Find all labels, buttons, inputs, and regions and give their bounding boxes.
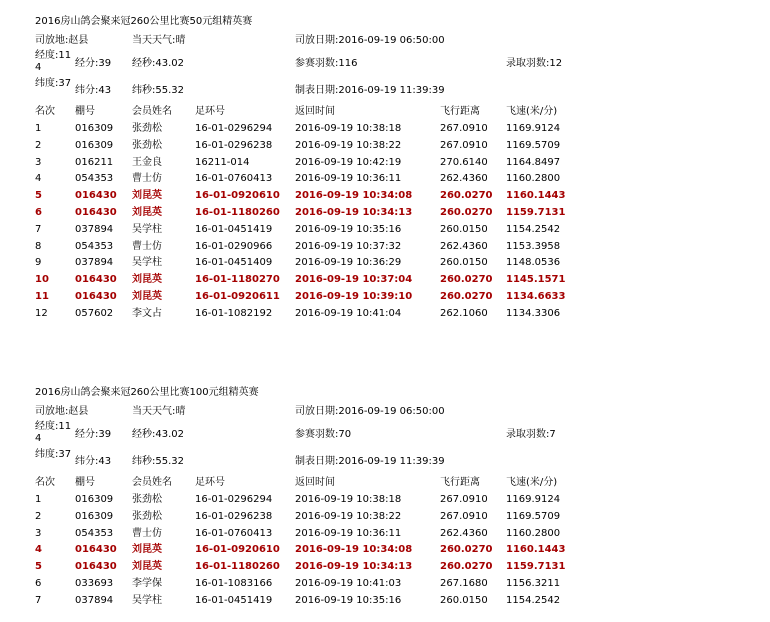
cell-speed: 1160.1443 — [506, 190, 566, 202]
cell-member: 张劲松 — [132, 494, 162, 505]
cell-member: 吴学柱 — [132, 594, 162, 606]
cell-loft: 037894 — [75, 257, 114, 269]
cell-rank: 2 — [35, 510, 42, 522]
cell-return-time: 2016-09-19 10:35:16 — [295, 223, 402, 235]
cell-loft: 016309 — [75, 139, 114, 151]
cell-distance: 260.0270 — [440, 274, 493, 286]
cell-distance: 267.1680 — [440, 578, 488, 589]
cell-ring: 16-01-0920610 — [195, 190, 280, 202]
header-return-time: 返回时间 — [295, 477, 335, 488]
cell-return-time: 2016-09-19 10:34:08 — [295, 190, 413, 202]
cell-return-time: 2016-09-19 10:37:32 — [295, 240, 402, 252]
cell-distance: 267.0910 — [440, 494, 488, 505]
cell-loft: 054353 — [75, 527, 114, 539]
table-row — [0, 188, 770, 204]
cell-return-time: 2016-09-19 10:38:22 — [295, 139, 402, 151]
cell-rank: 4 — [35, 544, 42, 556]
cell-distance: 260.0270 — [440, 561, 493, 573]
cell-rank: 4 — [35, 173, 42, 185]
cell-ring: 16-01-1180260 — [195, 207, 280, 218]
header-distance: 飞行距离 — [440, 106, 480, 117]
cell-speed: 1148.0536 — [506, 257, 561, 269]
cell-ring: 16-01-0290966 — [195, 240, 273, 252]
cell-rank: 8 — [35, 240, 42, 252]
longitude-seconds: 经秒:43.02 — [132, 429, 184, 440]
cell-ring: 16-01-1082192 — [195, 307, 273, 319]
release-date: 司放日期:2016-09-19 06:50:00 — [295, 35, 445, 46]
header-distance: 飞行距离 — [440, 477, 480, 488]
cell-ring: 16-01-0296238 — [195, 139, 273, 151]
table-row — [0, 559, 770, 575]
cell-return-time: 2016-09-19 10:39:10 — [295, 291, 413, 302]
header-speed: 飞速(米/分) — [506, 106, 558, 117]
cell-ring: 16-01-0760413 — [195, 527, 273, 539]
cell-speed: 1145.1571 — [506, 274, 566, 286]
cell-member: 刘昆英 — [132, 291, 162, 302]
header-ring: 足环号 — [195, 477, 225, 488]
cell-rank: 7 — [35, 594, 42, 606]
cell-ring: 16211-014 — [195, 156, 250, 168]
weather: 当天天气:晴 — [132, 406, 186, 417]
cell-speed: 1169.9124 — [506, 494, 561, 505]
cell-loft: 016430 — [75, 274, 117, 286]
release-place: 司放地:赵县 — [35, 406, 89, 417]
cell-ring: 16-01-0451409 — [195, 257, 273, 269]
latitude-degrees: 纬度:37 — [35, 78, 72, 89]
table-row — [0, 492, 770, 508]
table-row — [0, 171, 770, 187]
cell-loft: 016430 — [75, 544, 117, 556]
cell-loft: 054353 — [75, 240, 114, 252]
cell-rank: 12 — [35, 307, 48, 319]
cell-loft: 016211 — [75, 156, 114, 168]
cell-loft: 016309 — [75, 494, 114, 505]
longitude-seconds: 经秒:43.02 — [132, 58, 184, 69]
entries-count: 参赛羽数:116 — [295, 58, 358, 69]
report-date: 制表日期:2016-09-19 11:39:39 — [295, 456, 445, 467]
longitude-degrees: 经度:114 — [35, 50, 72, 73]
cell-member: 刘昆英 — [132, 190, 162, 202]
table-row — [0, 138, 770, 154]
longitude-degrees: 经度:114 — [35, 421, 72, 444]
cell-speed: 1134.3306 — [506, 307, 561, 319]
table-header — [0, 104, 770, 120]
cell-return-time: 2016-09-19 10:36:11 — [295, 527, 402, 539]
cell-speed: 1169.5709 — [506, 139, 561, 151]
race-title: 2016房山鸽会聚来冠260公里比赛100元组精英赛 — [35, 387, 259, 398]
cell-ring: 16-01-0920610 — [195, 544, 280, 556]
cell-distance: 262.4360 — [440, 527, 488, 539]
cell-loft: 037894 — [75, 223, 114, 235]
cell-member: 李学保 — [132, 578, 162, 589]
cell-rank: 9 — [35, 257, 42, 269]
cell-return-time: 2016-09-19 10:37:04 — [295, 274, 413, 286]
header-rank: 名次 — [35, 477, 55, 488]
cell-speed: 1164.8497 — [506, 156, 561, 168]
cell-return-time: 2016-09-19 10:38:18 — [295, 123, 402, 134]
cell-speed: 1156.3211 — [506, 578, 561, 589]
table-row — [0, 526, 770, 542]
table-row — [0, 306, 770, 322]
cell-distance: 262.4360 — [440, 173, 488, 185]
cell-distance: 260.0150 — [440, 223, 488, 235]
header-return-time: 返回时间 — [295, 106, 335, 117]
cell-distance: 260.0150 — [440, 594, 488, 606]
table-row — [0, 509, 770, 525]
latitude-seconds: 纬秒:55.32 — [132, 85, 184, 96]
longitude-minutes: 经分:39 — [75, 429, 112, 440]
latitude-degrees: 纬度:37 — [35, 449, 72, 460]
cell-speed: 1154.2542 — [506, 594, 561, 606]
cell-ring: 16-01-1180260 — [195, 561, 280, 573]
cell-member: 刘昆英 — [132, 207, 162, 218]
cell-distance: 260.0270 — [440, 544, 493, 556]
cell-distance: 260.0150 — [440, 257, 488, 269]
cell-member: 张劲松 — [132, 139, 162, 151]
qualified-count: 录取羽数:7 — [506, 429, 556, 440]
cell-loft: 016309 — [75, 510, 114, 522]
cell-ring: 16-01-1180270 — [195, 274, 280, 286]
table-row — [0, 121, 770, 137]
cell-member: 李文占 — [132, 307, 162, 319]
cell-loft: 057602 — [75, 307, 114, 319]
cell-member: 刘昆英 — [132, 561, 162, 573]
race-title: 2016房山鸽会聚来冠260公里比赛50元组精英赛 — [35, 16, 253, 27]
cell-return-time: 2016-09-19 10:41:04 — [295, 307, 402, 319]
cell-loft: 054353 — [75, 173, 114, 185]
latitude-minutes: 纬分:43 — [75, 456, 112, 467]
cell-member: 张劲松 — [132, 510, 162, 522]
cell-distance: 267.0910 — [440, 123, 488, 134]
cell-speed: 1160.2800 — [506, 527, 561, 539]
cell-ring: 16-01-0451419 — [195, 223, 273, 235]
table-row — [0, 272, 770, 288]
release-place: 司放地:赵县 — [35, 35, 89, 46]
cell-return-time: 2016-09-19 10:34:13 — [295, 561, 413, 573]
entries-count: 参赛羽数:70 — [295, 429, 352, 440]
cell-distance: 262.4360 — [440, 240, 488, 252]
cell-speed: 1134.6633 — [506, 291, 566, 302]
cell-return-time: 2016-09-19 10:35:16 — [295, 594, 402, 606]
cell-member: 王金良 — [132, 156, 162, 168]
cell-ring: 16-01-1083166 — [195, 578, 273, 589]
cell-loft: 016430 — [75, 190, 117, 202]
cell-return-time: 2016-09-19 10:38:22 — [295, 510, 402, 522]
cell-ring: 16-01-0296294 — [195, 494, 273, 505]
cell-speed: 1169.5709 — [506, 510, 561, 522]
cell-rank: 6 — [35, 578, 42, 589]
cell-loft: 016309 — [75, 123, 114, 134]
cell-member: 刘昆英 — [132, 274, 162, 286]
cell-member: 曹士仿 — [132, 527, 162, 539]
cell-speed: 1160.2800 — [506, 173, 561, 185]
cell-rank: 5 — [35, 190, 42, 202]
cell-rank: 3 — [35, 527, 42, 539]
table-row — [0, 239, 770, 255]
cell-return-time: 2016-09-19 10:36:29 — [295, 257, 402, 269]
cell-rank: 2 — [35, 139, 42, 151]
cell-member: 曹士仿 — [132, 240, 162, 252]
cell-rank: 5 — [35, 561, 42, 573]
cell-loft: 016430 — [75, 561, 117, 573]
cell-return-time: 2016-09-19 10:41:03 — [295, 578, 402, 589]
cell-speed: 1169.9124 — [506, 123, 561, 134]
table-row — [0, 255, 770, 271]
cell-rank: 1 — [35, 494, 42, 505]
cell-loft: 016430 — [75, 207, 117, 218]
table-row — [0, 542, 770, 558]
cell-loft: 033693 — [75, 578, 114, 589]
cell-member: 刘昆英 — [132, 544, 162, 556]
header-loft: 棚号 — [75, 477, 95, 488]
table-header — [0, 475, 770, 491]
cell-rank: 10 — [35, 274, 49, 286]
cell-return-time: 2016-09-19 10:36:11 — [295, 173, 402, 185]
table-row — [0, 155, 770, 171]
cell-speed: 1160.1443 — [506, 544, 566, 556]
cell-speed: 1159.7131 — [506, 207, 566, 218]
table-row — [0, 205, 770, 221]
table-row — [0, 289, 770, 305]
cell-ring: 16-01-0296294 — [195, 123, 273, 134]
cell-return-time: 2016-09-19 10:42:19 — [295, 156, 402, 168]
cell-member: 曹士仿 — [132, 173, 162, 185]
cell-distance: 267.0910 — [440, 510, 488, 522]
cell-rank: 1 — [35, 123, 42, 134]
cell-speed: 1159.7131 — [506, 561, 566, 573]
header-member: 会员姓名 — [132, 477, 172, 488]
cell-return-time: 2016-09-19 10:38:18 — [295, 494, 402, 505]
cell-return-time: 2016-09-19 10:34:13 — [295, 207, 413, 218]
cell-member: 张劲松 — [132, 123, 162, 134]
report-date: 制表日期:2016-09-19 11:39:39 — [295, 85, 445, 96]
cell-member: 吴学柱 — [132, 223, 162, 235]
cell-distance: 260.0270 — [440, 190, 493, 202]
cell-rank: 3 — [35, 156, 42, 168]
header-member: 会员姓名 — [132, 106, 172, 117]
cell-ring: 16-01-0451419 — [195, 594, 273, 606]
table-row — [0, 222, 770, 238]
cell-ring: 16-01-0920611 — [195, 291, 280, 302]
release-date: 司放日期:2016-09-19 06:50:00 — [295, 406, 445, 417]
cell-rank: 11 — [35, 291, 49, 302]
cell-speed: 1154.2542 — [506, 223, 561, 235]
header-rank: 名次 — [35, 106, 55, 117]
cell-distance: 262.1060 — [440, 307, 488, 319]
qualified-count: 录取羽数:12 — [506, 58, 563, 69]
cell-distance: 260.0270 — [440, 291, 493, 302]
latitude-minutes: 纬分:43 — [75, 85, 112, 96]
weather: 当天天气:晴 — [132, 35, 186, 46]
table-row — [0, 576, 770, 592]
cell-loft: 037894 — [75, 594, 114, 606]
table-row — [0, 593, 770, 609]
header-ring: 足环号 — [195, 106, 225, 117]
cell-rank: 7 — [35, 223, 42, 235]
longitude-minutes: 经分:39 — [75, 58, 112, 69]
cell-distance: 260.0270 — [440, 207, 493, 218]
cell-distance: 270.6140 — [440, 156, 488, 168]
cell-return-time: 2016-09-19 10:34:08 — [295, 544, 413, 556]
header-loft: 棚号 — [75, 106, 95, 117]
cell-ring: 16-01-0760413 — [195, 173, 273, 185]
latitude-seconds: 纬秒:55.32 — [132, 456, 184, 467]
header-speed: 飞速(米/分) — [506, 477, 558, 488]
cell-member: 吴学柱 — [132, 257, 162, 269]
cell-distance: 267.0910 — [440, 139, 488, 151]
cell-rank: 6 — [35, 207, 42, 218]
cell-speed: 1153.3958 — [506, 240, 561, 252]
cell-ring: 16-01-0296238 — [195, 510, 273, 522]
cell-loft: 016430 — [75, 291, 117, 302]
